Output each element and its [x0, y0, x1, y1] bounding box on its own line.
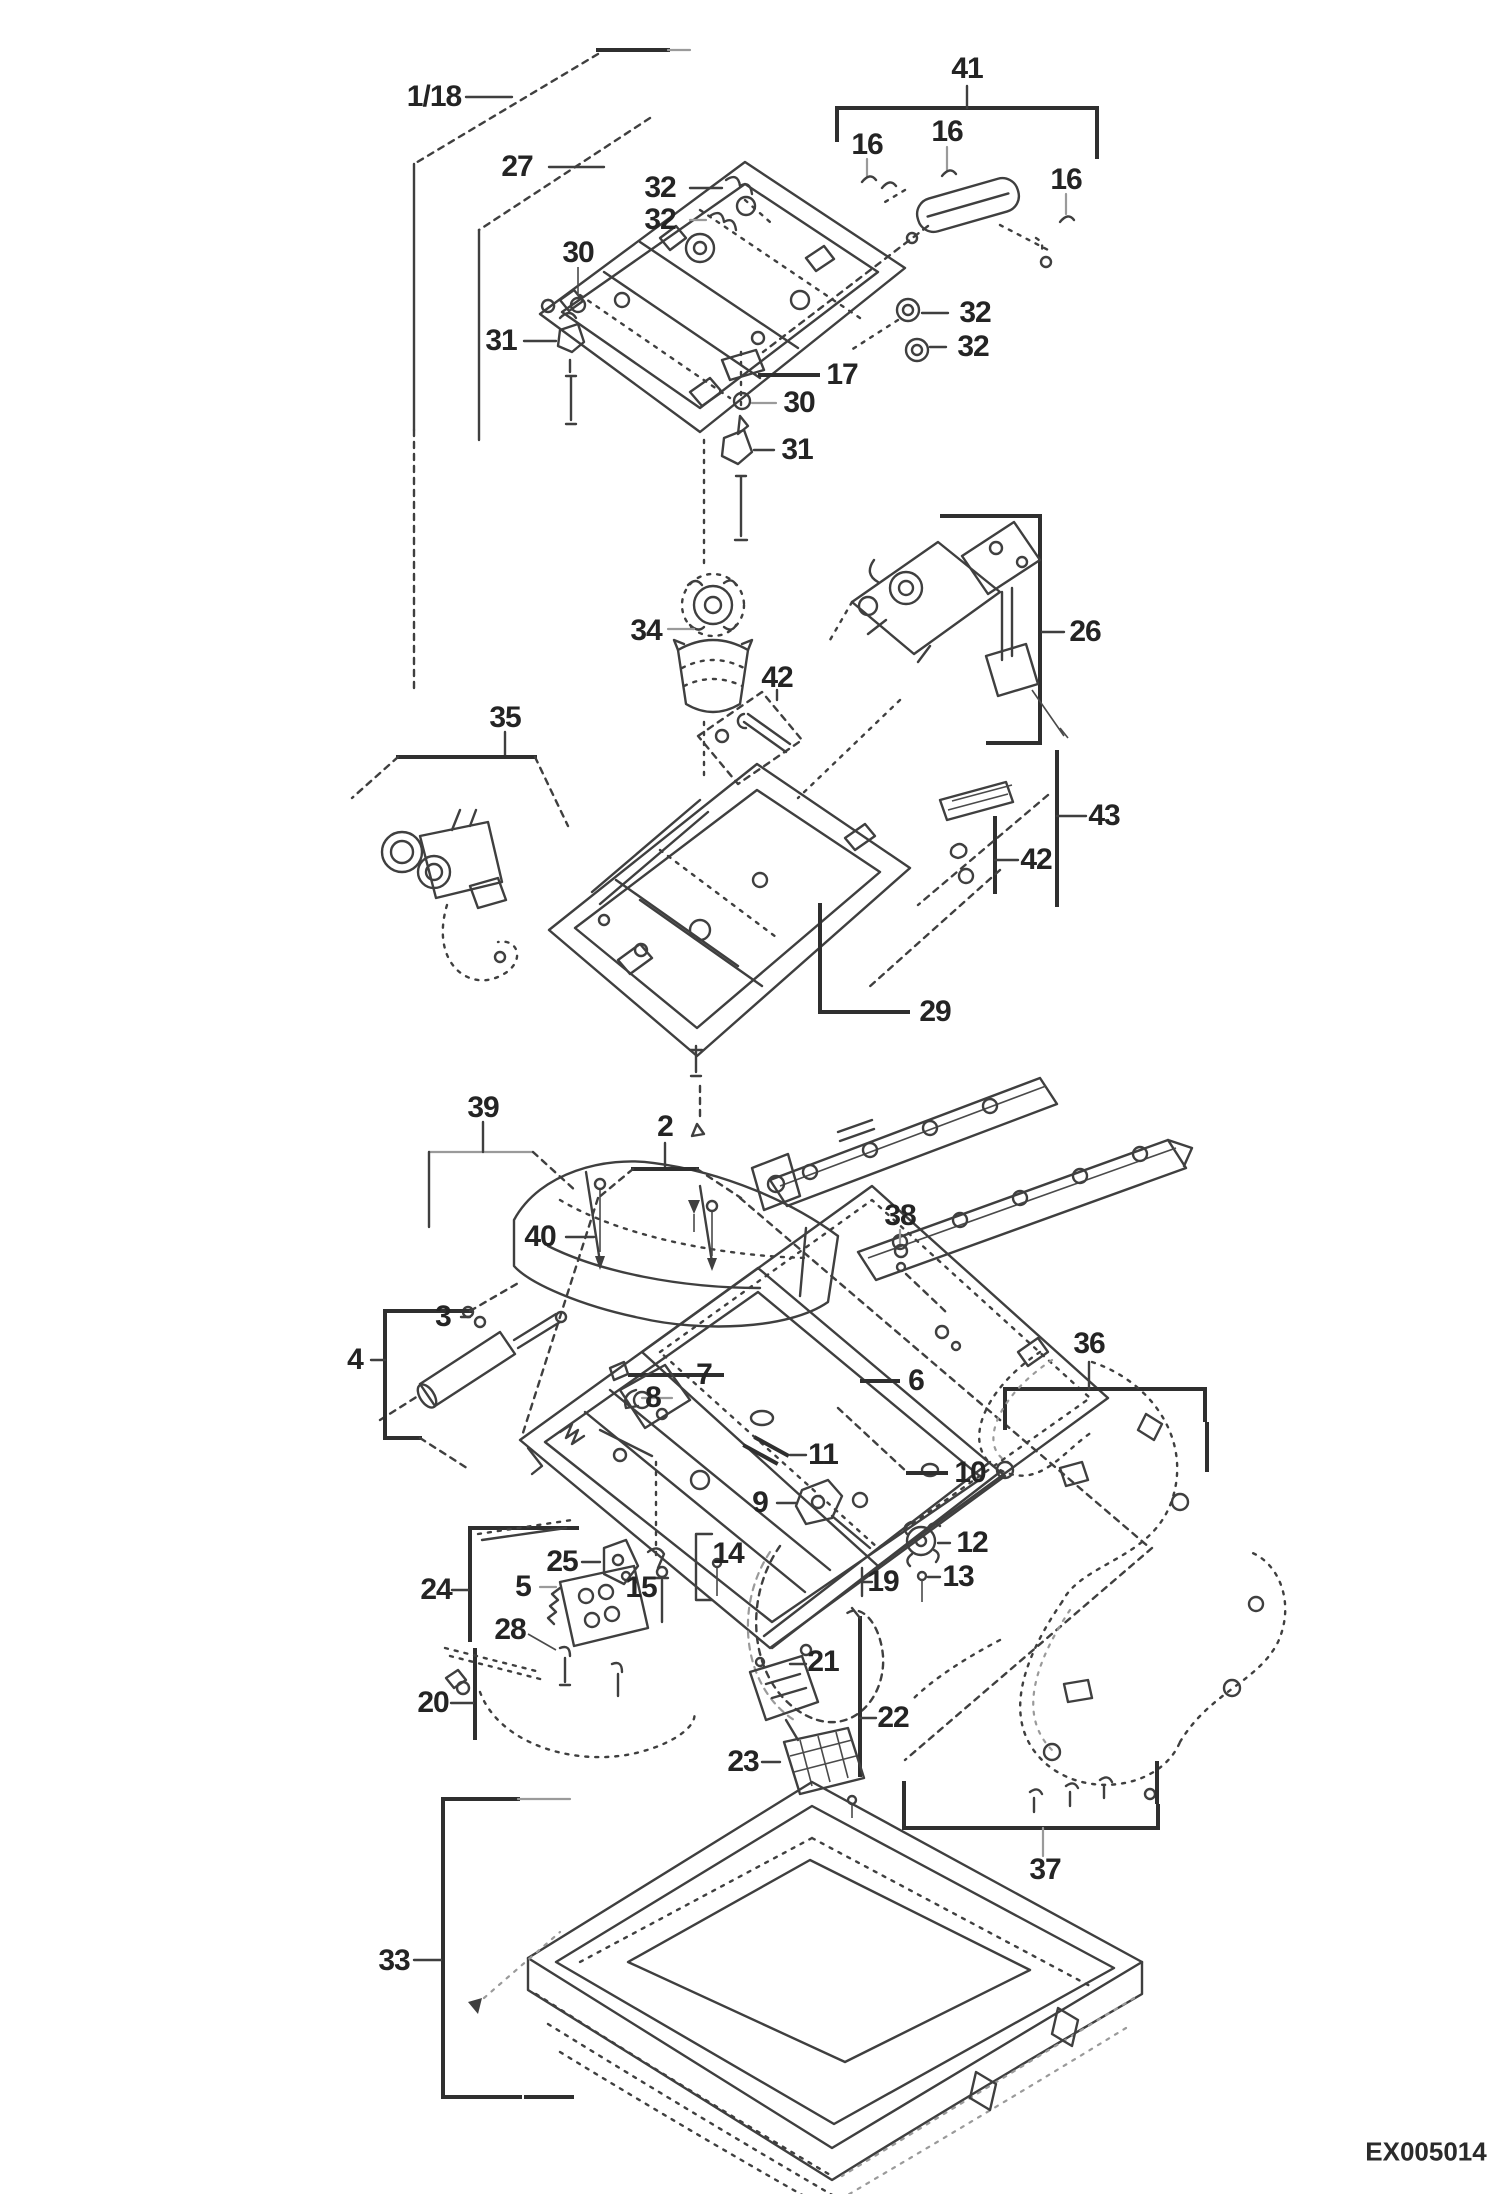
callout-36: 36: [1073, 1327, 1105, 1360]
callout-35: 35: [489, 701, 521, 734]
callout-25: 25: [546, 1545, 578, 1578]
actuator-unit-26: [798, 516, 1068, 798]
seat-frame-6: [371, 1268, 1152, 1818]
callout-1-18: 1/18: [406, 80, 462, 113]
callout-12: 12: [956, 1526, 988, 1559]
callout-22: 22: [877, 1701, 909, 1734]
callout-23: 23: [727, 1745, 759, 1778]
callout-31: 31: [781, 433, 813, 466]
callout-20: 20: [417, 1686, 449, 1719]
callout-19: 19: [867, 1565, 899, 1598]
callout-5: 5: [515, 1570, 531, 1603]
lower-suspension-frame: [549, 752, 1086, 1136]
upper-suspension-frame: [524, 162, 948, 540]
callout-40: 40: [524, 1220, 556, 1253]
callout-16: 16: [931, 115, 963, 148]
callout-38: 38: [884, 1199, 916, 1232]
pivot-bearing-34: [668, 440, 752, 782]
bellows-box-33: [414, 1782, 1142, 2194]
callout-32: 32: [644, 171, 676, 204]
motor-group-35: [352, 732, 568, 980]
callout-43: 43: [1088, 799, 1120, 832]
figure-code: EX005014: [1365, 2136, 1487, 2167]
callout-24: 24: [420, 1573, 452, 1606]
callout-29: 29: [919, 995, 951, 1028]
callout-30: 30: [783, 386, 815, 419]
callout-17: 17: [826, 358, 858, 391]
callout-39: 39: [467, 1091, 499, 1124]
callout-8: 8: [645, 1381, 661, 1414]
callout-30: 30: [562, 236, 594, 269]
callout-37: 37: [1029, 1853, 1061, 1886]
callout-9: 9: [752, 1486, 768, 1519]
callout-27: 27: [501, 150, 533, 183]
callout-42: 42: [761, 661, 793, 694]
callout-16: 16: [851, 128, 883, 161]
callout-16: 16: [1050, 163, 1082, 196]
callout-2: 2: [657, 1110, 673, 1143]
seat-base-plate-2: [522, 1143, 1150, 1566]
callout-14: 14: [712, 1537, 744, 1570]
callout-33: 33: [378, 1944, 410, 1977]
callout-42: 42: [1020, 843, 1052, 876]
callout-32: 32: [644, 203, 676, 236]
callout-15: 15: [625, 1571, 657, 1604]
callout-10: 10: [954, 1456, 986, 1489]
callout-32: 32: [959, 296, 991, 329]
callout-6: 6: [908, 1364, 924, 1397]
callout-21: 21: [807, 1645, 839, 1678]
callout-7: 7: [696, 1358, 712, 1391]
callout-34: 34: [630, 614, 662, 647]
callout-3: 3: [435, 1300, 451, 1333]
callout-26: 26: [1069, 615, 1101, 648]
callout-32: 32: [957, 330, 989, 363]
callout-11: 11: [808, 1438, 838, 1471]
callout-28: 28: [494, 1613, 526, 1646]
section-border-lines: [414, 50, 690, 690]
seat-boot-39: [429, 1122, 838, 1326]
callout-41: 41: [951, 52, 983, 85]
callout-31: 31: [485, 324, 517, 357]
callout-4: 4: [347, 1343, 363, 1376]
callout-13: 13: [942, 1560, 974, 1593]
